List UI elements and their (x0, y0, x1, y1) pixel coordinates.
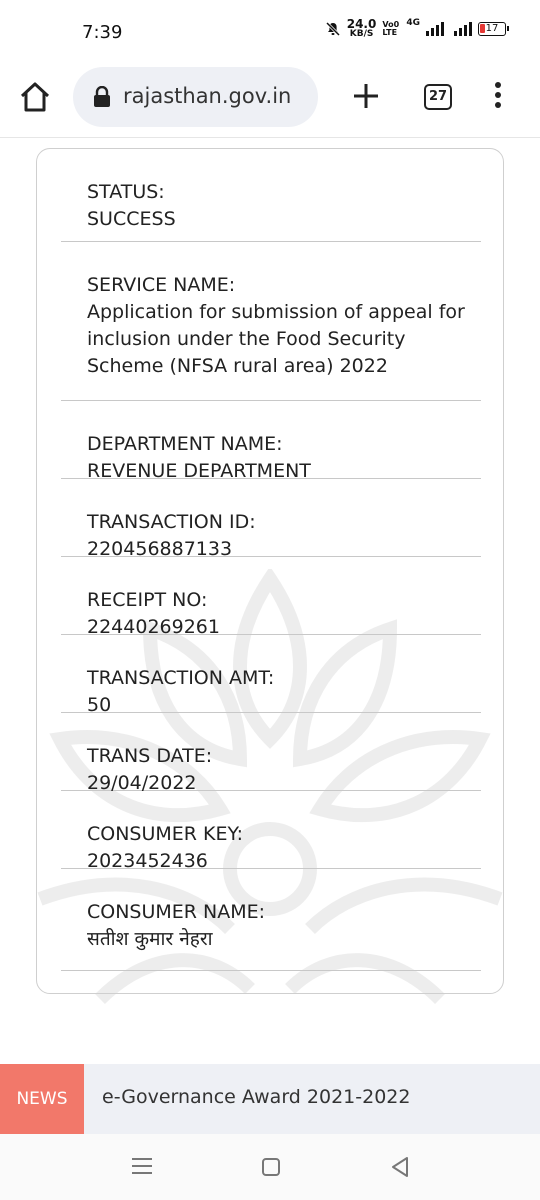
battery-level: 17 (485, 22, 499, 34)
tab-switcher-button[interactable]: 27 (424, 84, 452, 110)
row-service-name (61, 242, 481, 401)
receipt-no-label: RECEIPT NO: (87, 589, 208, 611)
transaction-id-label: TRANSACTION ID: (87, 511, 256, 533)
new-tab-icon[interactable] (350, 80, 382, 112)
receipt-card (36, 148, 504, 994)
back-icon[interactable] (390, 1156, 410, 1178)
trans-date-value: 29/04/2022 (87, 772, 197, 794)
service-name-value: Application for submission of appeal for inclusion under the Food Security Scheme (NFSA rural area) 2022 (87, 301, 465, 377)
transaction-amt-label: TRANSACTION AMT: (87, 667, 275, 689)
transaction-id-value: 220456887133 (87, 538, 233, 560)
row-consumer-name (61, 869, 481, 971)
signal-icon-2 (454, 22, 472, 36)
row-department-name (61, 401, 481, 482)
browser-toolbar (0, 58, 540, 138)
status-value: SUCCESS (87, 208, 176, 230)
system-nav-bar (0, 1134, 540, 1200)
row-receipt-no (61, 557, 481, 638)
status-bar (0, 0, 540, 58)
volte-indicator: Vo0 LTE (382, 19, 400, 37)
row-transaction-amt (61, 635, 481, 716)
network-speed: 24.0 KB/S (346, 17, 377, 39)
service-name-label: SERVICE NAME: (87, 274, 236, 296)
consumer-name-value: सतीश कुमार नेहरा (87, 928, 213, 950)
transaction-amt-value: 50 (87, 694, 112, 716)
consumer-key-value: 2023452436 (87, 850, 208, 872)
network-type: 4G (406, 18, 420, 28)
row-trans-date (61, 713, 481, 794)
page-content (0, 139, 540, 1064)
trans-date-label: TRANS DATE: (87, 745, 213, 767)
consumer-key-label: CONSUMER KEY: (87, 823, 243, 845)
consumer-name-label: CONSUMER NAME: (87, 901, 266, 923)
address-bar[interactable] (73, 67, 318, 127)
row-consumer-key (61, 791, 481, 872)
more-options-icon[interactable] (490, 82, 506, 112)
department-name-label: DEPARTMENT NAME: (87, 433, 283, 455)
news-tag: NEWS (0, 1064, 84, 1134)
signal-icon (426, 22, 444, 36)
department-name-value: REVENUE DEPARTMENT (87, 460, 311, 482)
status-label: STATUS: (87, 181, 165, 203)
news-ticker[interactable] (0, 1064, 540, 1134)
recents-icon[interactable] (132, 1158, 152, 1174)
nav-home-icon[interactable] (262, 1158, 280, 1176)
lock-icon[interactable] (93, 86, 111, 108)
battery-icon (478, 22, 506, 36)
url-text[interactable]: rajasthan.gov.in (123, 84, 292, 108)
home-icon[interactable] (18, 80, 52, 114)
row-status (61, 149, 481, 242)
clock: 7:39 (82, 22, 123, 43)
news-headline[interactable]: e-Governance Award 2021-2022 (102, 1086, 411, 1108)
row-transaction-id (61, 479, 481, 560)
receipt-no-value: 22440269261 (87, 616, 220, 638)
mute-bell-icon (325, 21, 341, 37)
status-icons (325, 18, 506, 39)
